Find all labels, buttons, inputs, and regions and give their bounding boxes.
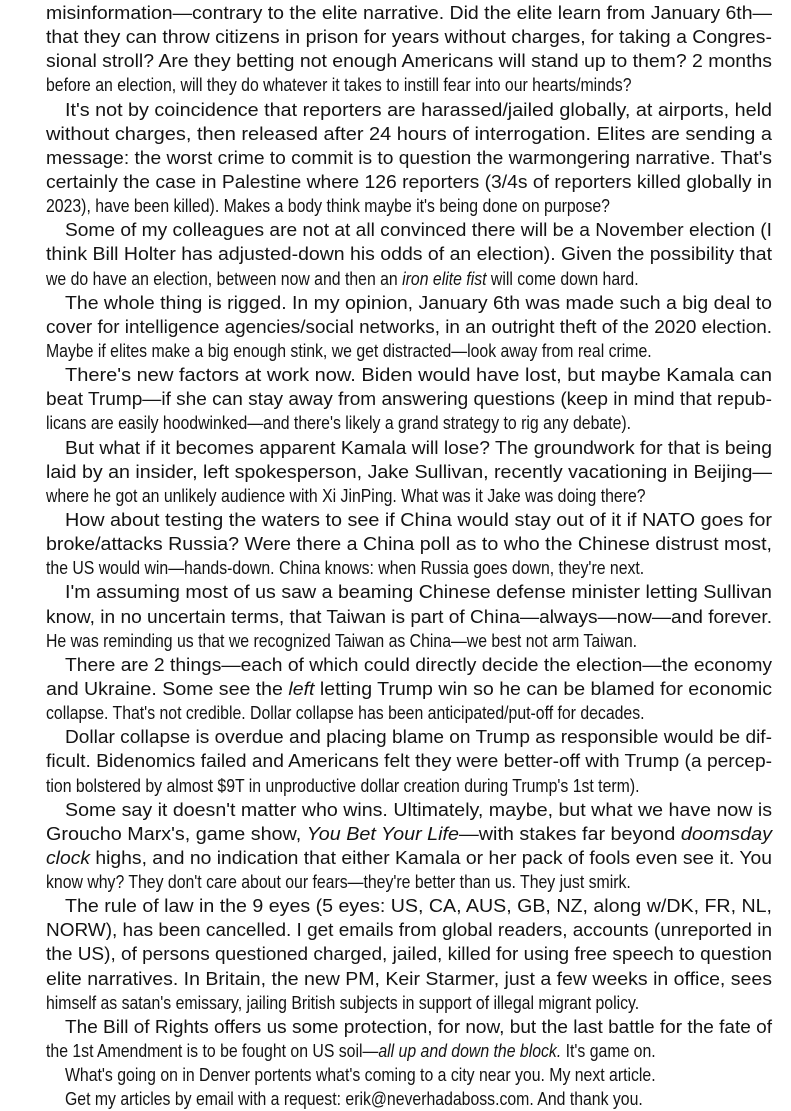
- text-line: [46, 774, 772, 798]
- line-text: NORW), has been cancelled. I get emails from global readers, accounts (unreported in: [46, 919, 773, 941]
- text-line: [46, 1039, 772, 1063]
- line-text: and Ukraine. Some see the left letting Trump win so he can be blamed for economic: [46, 677, 772, 699]
- text-line: [46, 98, 772, 122]
- line-text: Some say it doesn't matter who wins. Ultimately, maybe, but what we have now is: [65, 798, 773, 820]
- line-text: The rule of law in the 9 eyes (5 eyes: US, CA, AUS, GB, NZ, along w/DK, FR, NL,: [65, 895, 772, 917]
- line-text: that they can throw citizens in prison for years without charges, for taking a Congres-: [46, 26, 772, 48]
- line-text: tion bolstered by almost $9T in unproductive dollar creation during Trump's 1st term).: [46, 774, 640, 796]
- text-line: [46, 725, 772, 749]
- paragraph: [46, 291, 772, 363]
- italic-emphasis: left: [288, 677, 315, 699]
- line-text: Groucho Marx's, game show, You Bet Your Life—with stakes far beyond doomsday: [46, 822, 772, 844]
- line-text: we do have an election, between now and then an iron elite fist will come down hard.: [46, 267, 639, 289]
- text-line: [46, 605, 772, 629]
- text-line: [46, 315, 772, 339]
- line-text: Dollar collapse is overdue and placing blame on Trump as responsible would be dif-: [65, 726, 772, 748]
- line-text: himself as satan's emissary, jailing British subjects in support of illegal migrant policy.: [46, 991, 640, 1013]
- line-text: ficult. Bidenomics failed and Americans felt they were better-off with Trump (a percep-: [46, 750, 773, 772]
- paragraph: [46, 363, 772, 435]
- text-line: [46, 1015, 772, 1039]
- line-text: the US would win—hands-down. China knows: when Russia goes down, they're next.: [46, 557, 645, 579]
- line-text: What's going on in Denver portents what's coming to a city near you. My next article.: [65, 1064, 656, 1086]
- line-text: sional stroll? Are they betting not enough Americans will stand up to them? 2 months: [46, 50, 773, 72]
- paragraph: [46, 580, 772, 652]
- paragraph: [46, 436, 772, 508]
- line-text: cover for intelligence agencies/social networks, in an outright theft of the 2020 election.: [46, 315, 772, 337]
- text-line: [46, 73, 772, 97]
- text-line: [46, 677, 772, 701]
- paragraph: [46, 725, 772, 797]
- text-line: [46, 846, 772, 870]
- italic-emphasis: You Bet Your Life: [306, 822, 460, 844]
- text-line: [46, 122, 772, 146]
- text-line: [46, 194, 772, 218]
- paragraph: [46, 508, 772, 580]
- text-line: [46, 701, 772, 725]
- line-text: The whole thing is rigged. In my opinion, January 6th was made such a big deal to: [65, 291, 772, 313]
- text-line: [46, 653, 772, 677]
- paragraph: [46, 798, 772, 895]
- line-text: How about testing the waters to see if China would stay out of it if NATO goes for: [65, 508, 773, 530]
- text-line: [46, 556, 772, 580]
- line-text: Get my articles by email with a request: erik@neverhadaboss.com. And thank you.: [65, 1088, 643, 1110]
- line-text: Some of my colleagues are not at all convinced there will be a November election (I: [65, 219, 773, 241]
- line-text: misinformation—contrary to the elite narrative. Did the elite learn from January 6th—: [46, 2, 772, 23]
- text-line: [46, 242, 772, 266]
- italic-emphasis: clock: [46, 846, 91, 868]
- text-line: [46, 894, 772, 918]
- text-line: [46, 991, 772, 1015]
- paragraph: [46, 218, 772, 290]
- text-line: [46, 411, 772, 435]
- line-text: elite narratives. In Britain, the new PM, Keir Starmer, just a few weeks in office, sees: [46, 967, 772, 989]
- text-line: [46, 436, 772, 460]
- line-text: where he got an unlikely audience with Xi JinPing. What was it Jake was doing there?: [46, 484, 646, 506]
- line-text: beat Trump—if she can stay away from answering questions (keep in mind that repub-: [46, 388, 772, 410]
- line-text: without charges, then released after 24 hours of interrogation. Elites are sending a: [46, 122, 772, 144]
- line-text: He was reminding us that we recognized Taiwan as China—we best not arm Taiwan.: [46, 629, 638, 651]
- line-text: clock highs, and no indication that either Kamala or her pack of fools even see it. You: [46, 846, 773, 868]
- line-text: Maybe if elites make a big enough stink, we get distracted—look away from real crime.: [46, 339, 652, 361]
- text-line: [46, 460, 772, 484]
- text-line: [46, 629, 772, 653]
- line-text: broke/attacks Russia? Were there a China poll as to who the Chinese distrust most,: [46, 533, 772, 555]
- text-line: [46, 798, 772, 822]
- text-line: [46, 363, 772, 387]
- line-text: 2023), have been killed). Makes a body think maybe it's being done on purpose?: [46, 195, 610, 217]
- text-line: [46, 170, 772, 194]
- line-text: collapse. That's not credible. Dollar collapse has been anticipated/put-off for decades.: [46, 702, 645, 724]
- paragraph: [46, 1, 772, 98]
- text-line: [46, 339, 772, 363]
- text-line: [46, 1063, 772, 1087]
- text-line: [46, 25, 772, 49]
- italic-emphasis: doomsday: [680, 822, 772, 844]
- text-line: [46, 484, 772, 508]
- text-line: [46, 532, 772, 556]
- text-line: [46, 1087, 772, 1111]
- line-text: I'm assuming most of us saw a beaming Chinese defense minister letting Sullivan: [65, 581, 772, 603]
- line-text: There's new factors at work now. Biden would have lost, but maybe Kamala can: [65, 364, 773, 386]
- text-line: [46, 870, 772, 894]
- text-line: [46, 942, 772, 966]
- text-line: [46, 918, 772, 942]
- line-text: But what if it becomes apparent Kamala will lose? The groundwork for that is being: [65, 436, 772, 458]
- line-text: the 1st Amendment is to be fought on US soil—all up and down the block. It's game on.: [46, 1040, 656, 1062]
- paragraph: [46, 1087, 772, 1111]
- italic-emphasis: all up and down the block.: [378, 1040, 562, 1062]
- article-body: [46, 1, 772, 1111]
- line-text: laid by an insider, left spokesperson, Jake Sullivan, recently vacationing in Beijing—: [46, 460, 772, 482]
- text-line: [46, 218, 772, 242]
- paragraph: [46, 894, 772, 1015]
- line-text: licans are easily hoodwinked—and there's likely a grand strategy to rig any debate).: [46, 412, 632, 434]
- text-line: [46, 508, 772, 532]
- line-text: The Bill of Rights offers us some protection, for now, but the last battle for the fate of: [65, 1015, 772, 1037]
- text-line: [46, 1, 772, 25]
- paragraph: [46, 1015, 772, 1063]
- text-line: [46, 387, 772, 411]
- text-line: [46, 967, 772, 991]
- line-text: message: the worst crime to commit is to question the warmongering narrative. That's: [46, 146, 772, 168]
- text-line: [46, 580, 772, 604]
- line-text: certainly the case in Palestine where 126 reporters (3/4s of reporters killed globally in: [46, 170, 773, 192]
- text-line: [46, 822, 772, 846]
- text-line: [46, 291, 772, 315]
- line-text: It's not by coincidence that reporters are harassed/jailed globally, at airports, held: [65, 98, 772, 120]
- line-text: the US), of persons questioned charged, jailed, killed for using free speech to question: [46, 943, 773, 965]
- paragraph: [46, 653, 772, 725]
- line-text: There are 2 things—each of which could directly decide the election—the economy: [65, 653, 773, 675]
- line-text: before an election, will they do whatever it takes to instill fear into our hearts/minds?: [46, 74, 632, 96]
- text-line: [46, 749, 772, 773]
- paragraph: [46, 1063, 772, 1087]
- text-line: [46, 49, 772, 73]
- line-text: know, in no uncertain terms, that Taiwan is part of China—always—now—and forever.: [46, 605, 773, 627]
- italic-emphasis: iron elite fist: [402, 267, 487, 289]
- text-line: [46, 267, 772, 291]
- line-text: think Bill Holter has adjusted-down his odds of an election). Given the possibility that: [46, 243, 772, 265]
- paragraph: [46, 98, 772, 219]
- line-text: know why? They don't care about our fears—they're better than us. They just smirk.: [46, 871, 631, 893]
- text-line: [46, 146, 772, 170]
